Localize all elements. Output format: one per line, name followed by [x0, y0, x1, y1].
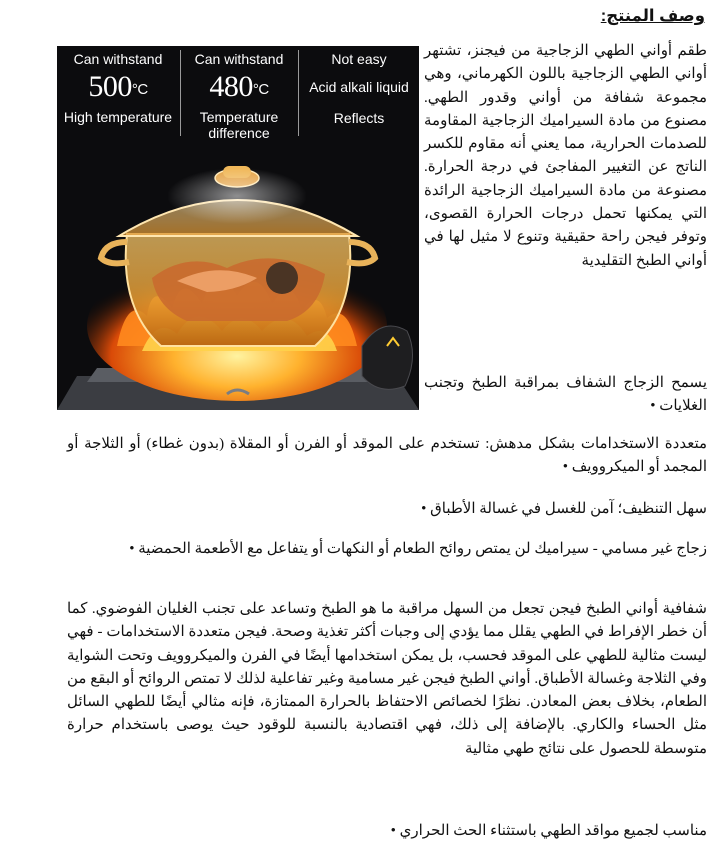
spec-high-temperature [57, 50, 179, 142]
spec-value: 500°C [88, 70, 148, 103]
spec-value: 480°C [209, 70, 269, 103]
bullet-item: زجاج غير مسامي - سيراميك لن يمتص روائح الطعام أو النكهات أو يتفاعل مع الأطعمة الحمضية • [67, 538, 707, 561]
spec-acid-alkali [299, 50, 419, 142]
bullet-item: متعددة الاستخدامات بشكل مدهش: تستخدم على الموقد أو الفرن أو المقلاة (بدون غطاء) أو الثلاجة أو المجمد أو الميكروويف • [67, 433, 707, 480]
product-image [57, 46, 419, 410]
spec-label-bottom: High temperature [63, 109, 173, 125]
spec-label-bottom: Reflects [333, 110, 385, 126]
intro-paragraph: طقم أواني الطهي الزجاجية من فيجنز، تشتهر أواني الطهي الزجاجية باللون الكهرماني، وهي مجموعة شفافة من أواني وقدور الطهي. مصنوع من مادة السيراميك الزجاجية المقاومة للصدمات الحرارية، مما يعني أنه مقاوم للكسر الناتج عن التغيير المفاجئ في درجة الحرارة. مصنوعة من مادة السيراميك الزجاجية الرائدة التي يمكنها تحمل درجات الحرارة القصوى، وتوفر فيجن راحة حقيقية وتنوع لا مثيل لها في أواني الطبخ التقليدية [424, 43, 707, 269]
bullet-item: مناسب لجميع مواقد الطهي باستثناء الحث الحراري • [67, 820, 707, 843]
section-heading: وصف المنتج: [600, 7, 705, 25]
bullet-item: سهل التنظيف؛ آمن للغسل في غسالة الأطباق • [67, 498, 707, 521]
body-paragraph: شفافية أواني الطبخ فيجن تجعل من السهل مراقبة ما هو الطبخ وتساعد على تجنب الغليان الفوضوي. كما أن خطر الإفراط في الطهي يقلل مما يؤدي إلى وجبات أكثر تغذية وصحة. فيجن متعددة الاستخدامات - فهي ليست مثالية للطهي على الموقد فحسب، بل يمكن استخدامها أيضًا في الفرن والميكروويف وتحت الشواية وفي الثلاجة وغسالة الأطباق. أواني الطبخ فيجن غير مسامية وغير تفاعلية لذلك لا تمتص الروائح أو البقع من الطعام، بخلاف بعض المعادن. نظرًا لخصائص الاحتفاظ بالحرارة الممتازة، فإنه مثالي أيضًا للطهي السائل مثل الحساء والكاري. بالإضافة إلى ذلك، فهي اقتصادية بالنسبة للوقود حيث يوصى باستخدام حرارة متوسطة للحصول على نتائج طهي مثالية [67, 601, 708, 757]
spec-label-top: Can withstand [73, 51, 163, 67]
spec-label-bottom: Temperature difference [199, 109, 279, 141]
bullet-item: يسمح الزجاج الشفاف بمراقبة الطبخ وتجنب الغلايات • [424, 372, 707, 419]
spec-temperature-difference [181, 50, 297, 142]
spec-label-top: Can withstand [194, 51, 284, 67]
spec-label-middle: Acid alkali liquid [309, 79, 409, 95]
spec-label-top: Not easy [331, 51, 387, 67]
